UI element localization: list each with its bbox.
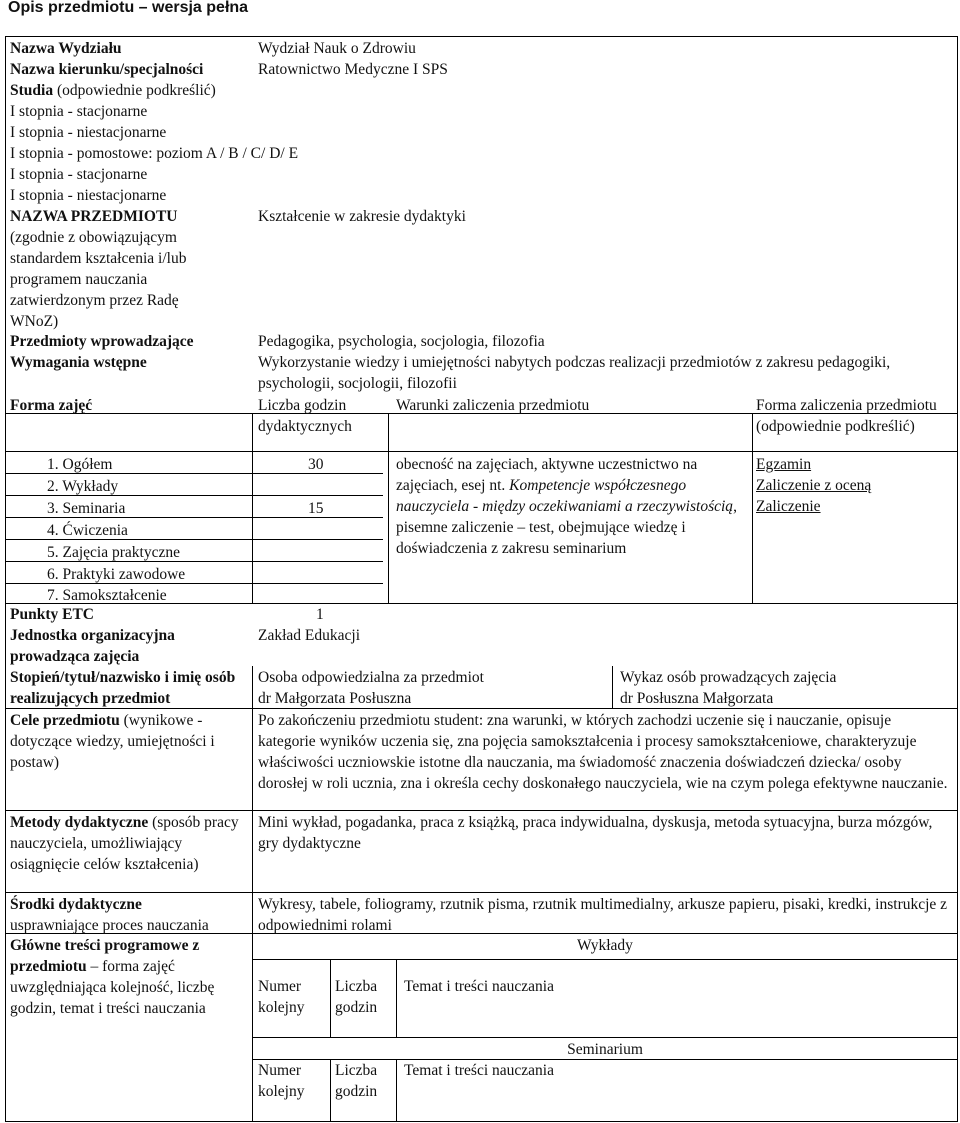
methods-label: Metody dydaktyczne (sposób pracy nauczyciela, umożliwiający osiągnięcie celów kształcenia) (10, 814, 239, 873)
row-divider (252, 1037, 958, 1038)
lectures-col-topic: Temat i treści nauczania (404, 978, 554, 995)
staff-label: Stopień/tytuł/nazwisko i imię osób realizujących przedmiot (10, 669, 236, 707)
lectures-col-hours: Liczba godzin (335, 978, 378, 1016)
prerequisites-label: Przedmioty wprowadzające (10, 333, 194, 350)
row-divider (252, 959, 958, 960)
assessment-form-header: Forma zaliczenia przedmiotu (odpowiednie podkreślić) (756, 397, 937, 435)
teaching-aids-label: Środki dydaktyczne usprawniające proces nauczania (10, 896, 209, 934)
column-divider (330, 1059, 331, 1122)
study-mode-option: I stopnia - pomostowe: poziom A / B / C/ D/ E (10, 145, 299, 162)
lectures-col-number: Numer kolejny (258, 978, 305, 1016)
class-form-label: Forma zajęć (10, 397, 93, 414)
column-divider (396, 1059, 397, 1122)
column-divider (388, 413, 389, 603)
assessment-form-option: Zaliczenie z oceną (756, 477, 872, 494)
prerequisites-value: Pedagogika, psychologia, socjologia, filozofia (258, 333, 545, 350)
page-title: Opis przedmiotu – wersja pełna (8, 0, 249, 16)
methods-value: Mini wykład, pogadanka, praca z książką, praca indywidualna, dyskusja, metoda sytuacyjna, burza mózgów, gry dydaktyczne (258, 814, 933, 852)
course-name-value: Kształcenie w zakresie dydaktyki (258, 208, 466, 225)
course-name-note: (zgodnie z obowiązującym (10, 229, 177, 246)
requirements-label: Wymagania wstępne (10, 354, 147, 371)
class-form-row: 5. Zajęcia praktyczne (47, 544, 180, 561)
study-mode-label: Studia (odpowiednie podkreślić) (10, 82, 216, 99)
teachers-list-label: Wykaz osób prowadzących zajęcia (620, 669, 837, 686)
study-mode-option: I stopnia - niestacjonarne (10, 187, 167, 204)
faculty-label: Nazwa Wydziału (10, 40, 122, 57)
class-form-row: 7. Samokształcenie (47, 587, 167, 604)
study-mode-option: I stopnia - stacjonarne (10, 103, 148, 120)
class-form-row: 2. Wykłady (47, 478, 119, 495)
course-name-note: WNoZ) (10, 313, 59, 330)
course-name-note: standardem kształcenia i/lub (10, 250, 187, 267)
ects-label: Punkty ETC (10, 606, 94, 623)
seminar-heading: Seminarium (567, 1041, 643, 1058)
teachers-list-value: dr Posłuszna Małgorzata (620, 690, 774, 707)
ects-value: 1 (316, 606, 324, 623)
faculty-value: Wydział Nauk o Zdrowiu (258, 40, 416, 57)
course-name-note: programem nauczania (10, 271, 148, 288)
conditions-header: Warunki zaliczenia przedmiotu (396, 397, 590, 414)
field-of-study-value: Ratownictwo Medyczne I SPS (258, 61, 448, 78)
column-divider (396, 959, 397, 1037)
course-name-note: zatwierdzonym przez Radę (10, 292, 179, 309)
column-divider (752, 413, 753, 603)
class-form-row: 3. Seminaria (47, 500, 126, 517)
pass-conditions: obecność na zajęciach, aktywne uczestnictwo na zajęciach, esej nt. Kompetencje współczesnego nauczyciela - między oczekiwaniami a rzeczywistością, pisemne zaliczenie – test, obejmujące wiedzę i doświadczenia z zakresu seminarium (396, 456, 737, 557)
study-mode-option: I stopnia - niestacjonarne (10, 124, 167, 141)
lectures-heading: Wykłady (577, 937, 633, 954)
study-mode-option: I stopnia - stacjonarne (10, 166, 148, 183)
class-hours: 30 (308, 456, 324, 473)
requirements-value: Wykorzystanie wiedzy i umiejętności nabytych podczas realizacji przedmiotów z zakresu pedagogiki, psychologii, socjologii, filozofii (258, 354, 891, 392)
objectives-label: Cele przedmiotu (wynikowe - dotyczące wiedzy, umiejętności i postaw) (10, 712, 215, 771)
seminar-col-number: Numer kolejny (258, 1062, 305, 1100)
seminar-col-hours: Liczba godzin (335, 1062, 378, 1100)
class-hours: 15 (308, 500, 324, 517)
column-divider (612, 666, 613, 708)
field-of-study-label: Nazwa kierunku/specjalności (10, 61, 204, 78)
course-name-label: NAZWA PRZEDMIOTU (10, 208, 178, 225)
teaching-aids-value: Wykresy, tabele, foliogramy, rzutnik pisma, rzutnik multimedialny, arkusze papieru, pisaki, kredki, instrukcje z odpowiednimi rolami (258, 896, 948, 934)
unit-value: Zakład Edukacji (258, 627, 360, 644)
column-divider (330, 959, 331, 1037)
row-divider (5, 892, 958, 893)
responsible-person-value: dr Małgorzata Posłuszna (258, 690, 412, 707)
column-divider (252, 413, 253, 603)
row-divider (5, 810, 958, 811)
class-form-row: 4. Ćwiczenia (47, 522, 128, 539)
class-form-row: 1. Ogółem (47, 456, 113, 473)
hours-header: Liczba godzin dydaktycznych (258, 397, 352, 435)
assessment-form-option: Zaliczenie (756, 498, 821, 515)
objectives-value: Po zakończeniu przedmiotu student: zna warunki, w których zachodzi uczenie się i nauczanie, opisuje kategorie wyników uczenia się, zna pojęcia samokształcenia i procesy samokształceniowe, charakteryzuje właściwości uczniowskie istotne dla nauczania, ma świadomość znaczenia doświadczeń dziecka/ osoby dorosłej w roli ucznia, zna i określa cechy doskonałego nauczyciela, wie na czym polega efektywne nauczanie. (258, 712, 948, 792)
row-divider (5, 451, 958, 452)
content-label: Główne treści programowe z przedmiotu – forma zajęć uwzględniająca kolejność, liczbę godzin, temat i treści nauczania (10, 937, 215, 1017)
unit-label: Jednostka organizacyjna prowadząca zajęcia (10, 627, 175, 665)
seminar-col-topic: Temat i treści nauczania (404, 1062, 554, 1079)
responsible-person-label: Osoba odpowiedzialna za przedmiot (258, 669, 484, 686)
class-form-row: 6. Praktyki zawodowe (47, 566, 186, 583)
assessment-form-option: Egzamin (756, 456, 812, 473)
